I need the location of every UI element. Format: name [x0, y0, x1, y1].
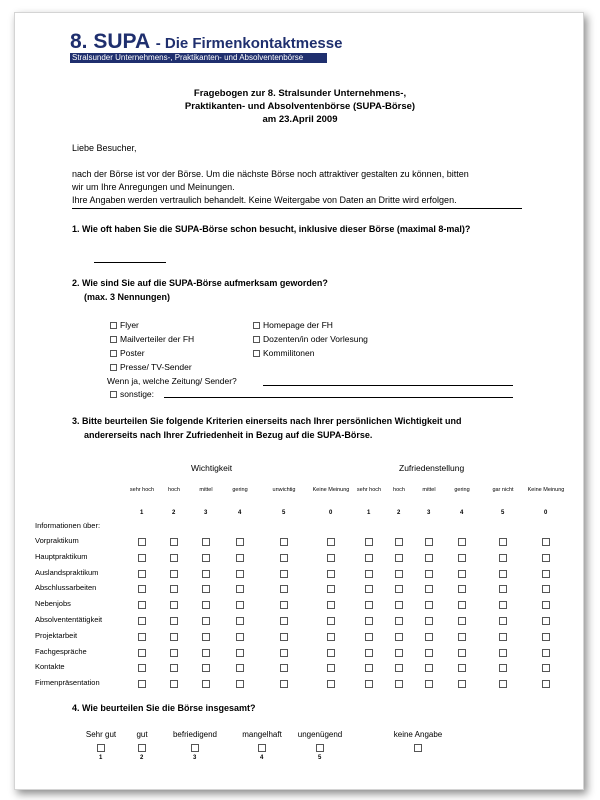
- rating-checkbox[interactable]: [170, 664, 178, 672]
- q2-option-label: Presse/ TV-Sender: [120, 362, 192, 372]
- rating-checkbox[interactable]: [542, 633, 550, 641]
- rating-checkbox[interactable]: [327, 680, 335, 688]
- rating-checkbox[interactable]: [425, 554, 433, 562]
- q2-followup-line[interactable]: [263, 385, 513, 386]
- rating-checkbox[interactable]: [542, 617, 550, 625]
- intro-divider: [72, 208, 522, 209]
- rating-checkbox[interactable]: [327, 664, 335, 672]
- criterion-label: Firmenpräsentation: [35, 678, 100, 688]
- rating-checkbox[interactable]: [542, 649, 550, 657]
- rating-checkbox[interactable]: [138, 570, 146, 578]
- rating-checkbox[interactable]: [365, 585, 373, 593]
- rating-checkbox[interactable]: [236, 664, 244, 672]
- importance-header: hoch: [168, 487, 180, 493]
- q2-option[interactable]: [253, 334, 368, 344]
- importance-header-number: 4: [238, 510, 242, 516]
- title-line-1: Fragebogen zur 8. Stralsunder Unternehmens-,: [193, 88, 407, 99]
- question-2: 2. Wie sind Sie auf die SUPA-Börse aufmerksam geworden?: [72, 278, 328, 288]
- importance-header: sehr hoch: [129, 487, 155, 493]
- rating-checkbox[interactable]: [499, 617, 507, 625]
- importance-header: unwichtig: [272, 487, 296, 493]
- satisfaction-header-number: 1: [367, 510, 371, 516]
- rating-checkbox[interactable]: [138, 664, 146, 672]
- rating-checkbox[interactable]: [280, 554, 288, 562]
- rating-checkbox[interactable]: [138, 538, 146, 546]
- rating-checkbox[interactable]: [425, 649, 433, 657]
- rating-checkbox[interactable]: [458, 664, 466, 672]
- q2-option[interactable]: [110, 320, 139, 330]
- satisfaction-header: hoch: [393, 487, 405, 493]
- rating-checkbox[interactable]: [395, 570, 403, 578]
- rating-checkbox[interactable]: [202, 617, 210, 625]
- rating-checkbox[interactable]: [280, 664, 288, 672]
- rating-checkbox[interactable]: [542, 664, 550, 672]
- importance-group-label: Wichtigkeit: [191, 463, 233, 473]
- rating-checkbox[interactable]: [458, 585, 466, 593]
- rating-checkbox[interactable]: [365, 554, 373, 562]
- rating-checkbox[interactable]: [280, 617, 288, 625]
- criterion-label: Vorpraktikum: [35, 536, 79, 545]
- rating-checkbox[interactable]: [365, 680, 373, 688]
- q2-option[interactable]: [253, 348, 315, 358]
- checkbox[interactable]: [110, 322, 117, 329]
- importance-header: gering: [232, 487, 248, 493]
- q2-option-label: Mailverteiler der FH: [120, 334, 195, 344]
- rating-checkbox[interactable]: [395, 664, 403, 672]
- rating-checkbox[interactable]: [170, 649, 178, 657]
- rating-checkbox[interactable]: [365, 601, 373, 609]
- importance-header-number: 2: [172, 510, 176, 516]
- title-line-2: Praktikanten- und Absolventenbörse (SUPA-Börse): [184, 101, 416, 112]
- rating-checkbox[interactable]: [327, 649, 335, 657]
- question-3-line-2: andererseits nach Ihrer Zufriedenheit in Bezug auf die SUPA-Börse.: [84, 430, 373, 440]
- overall-option-checkbox[interactable]: [191, 744, 199, 752]
- satisfaction-header: gar nicht: [492, 487, 514, 493]
- rating-checkbox[interactable]: [236, 680, 244, 688]
- importance-header-number: 5: [282, 510, 286, 516]
- overall-option-checkbox[interactable]: [97, 744, 105, 752]
- rating-checkbox[interactable]: [170, 680, 178, 688]
- checkbox[interactable]: [253, 350, 260, 357]
- rating-checkbox[interactable]: [202, 570, 210, 578]
- overall-option-number: 4: [260, 755, 264, 761]
- rating-checkbox[interactable]: [202, 585, 210, 593]
- rating-checkbox[interactable]: [327, 554, 335, 562]
- rating-checkbox[interactable]: [365, 617, 373, 625]
- rating-checkbox[interactable]: [280, 538, 288, 546]
- intro-line-2: wir um Ihre Anregungen und Meinungen.: [72, 182, 235, 192]
- rating-checkbox[interactable]: [425, 538, 433, 546]
- rating-checkbox[interactable]: [202, 664, 210, 672]
- rating-checkbox[interactable]: [202, 554, 210, 562]
- rating-checkbox[interactable]: [458, 570, 466, 578]
- checkbox[interactable]: [253, 322, 260, 329]
- rating-checkbox[interactable]: [280, 601, 288, 609]
- rating-checkbox[interactable]: [542, 554, 550, 562]
- rating-checkbox[interactable]: [170, 570, 178, 578]
- satisfaction-header-number: 3: [427, 510, 431, 516]
- satisfaction-header-number: 0: [544, 510, 548, 516]
- criterion-label: Nebenjobs: [35, 599, 71, 609]
- checkbox[interactable]: [110, 391, 117, 398]
- rating-checkbox[interactable]: [170, 617, 178, 625]
- logo-title: [70, 30, 342, 54]
- rating-checkbox[interactable]: [202, 601, 210, 609]
- rating-checkbox[interactable]: [236, 649, 244, 657]
- rating-checkbox[interactable]: [365, 664, 373, 672]
- rating-checkbox[interactable]: [458, 617, 466, 625]
- rating-checkbox[interactable]: [236, 633, 244, 641]
- rating-checkbox[interactable]: [542, 601, 550, 609]
- rating-checkbox[interactable]: [236, 538, 244, 546]
- rating-checkbox[interactable]: [327, 570, 335, 578]
- q2-option-label: Homepage der FH: [263, 320, 333, 330]
- rating-checkbox[interactable]: [395, 633, 403, 641]
- rating-checkbox[interactable]: [499, 633, 507, 641]
- rating-checkbox[interactable]: [280, 680, 288, 688]
- rating-checkbox[interactable]: [458, 601, 466, 609]
- rating-checkbox[interactable]: [327, 585, 335, 593]
- criterion-label: Fachgespräche: [35, 646, 87, 656]
- rating-checkbox[interactable]: [170, 633, 178, 641]
- rating-checkbox[interactable]: [542, 585, 550, 593]
- rating-checkbox[interactable]: [458, 538, 466, 546]
- q2-option-label: Dozenten/in oder Vorlesung: [263, 334, 368, 344]
- question-3-line-1: 3. Bitte beurteilen Sie folgende Kriterien einerseits nach Ihrer persönlichen Wichtigkeit und: [72, 416, 462, 426]
- logo-number: 8. SUPA: [70, 30, 151, 53]
- rating-checkbox[interactable]: [395, 617, 403, 625]
- satisfaction-header-number: 5: [501, 510, 505, 516]
- q2-option[interactable]: [110, 362, 192, 372]
- q2-option-label: Poster: [120, 348, 145, 358]
- overall-option-number: 2: [140, 755, 144, 761]
- checkbox[interactable]: [110, 364, 117, 371]
- greeting: Liebe Besucher,: [72, 143, 137, 153]
- q2-other-option[interactable]: [110, 389, 154, 399]
- rating-checkbox[interactable]: [425, 585, 433, 593]
- rating-checkbox[interactable]: [499, 570, 507, 578]
- rating-checkbox[interactable]: [138, 633, 146, 641]
- question-2-hint: (max. 3 Nennungen): [84, 292, 171, 302]
- rating-checkbox[interactable]: [425, 664, 433, 672]
- questionnaire-page: [14, 12, 584, 790]
- overall-option-number: 3: [193, 755, 197, 761]
- criterion-label: Hauptpraktikum: [35, 551, 88, 561]
- rating-checkbox[interactable]: [458, 649, 466, 657]
- overall-option-label: Sehr gut: [85, 730, 117, 739]
- satisfaction-group-label: Zufriedenstellung: [399, 463, 465, 473]
- rating-checkbox[interactable]: [327, 538, 335, 546]
- rating-checkbox[interactable]: [365, 538, 373, 546]
- rating-checkbox[interactable]: [458, 633, 466, 641]
- rating-checkbox[interactable]: [202, 680, 210, 688]
- importance-header-number: 1: [140, 510, 144, 516]
- rating-checkbox[interactable]: [202, 633, 210, 641]
- rating-checkbox[interactable]: [138, 680, 146, 688]
- rating-checkbox[interactable]: [170, 538, 178, 546]
- rating-checkbox[interactable]: [138, 554, 146, 562]
- rating-checkbox[interactable]: [236, 554, 244, 562]
- rating-checkbox[interactable]: [395, 538, 403, 546]
- question-1: 1. Wie oft haben Sie die SUPA-Börse schon besucht, inklusive dieser Börse (maximal 8-mal)?: [72, 224, 471, 234]
- rating-checkbox[interactable]: [138, 585, 146, 593]
- rating-checkbox[interactable]: [542, 680, 550, 688]
- overall-option-label: befriedigend: [172, 730, 218, 739]
- criterion-label: Auslandspraktikum: [35, 567, 99, 577]
- rating-checkbox[interactable]: [458, 680, 466, 688]
- rating-checkbox[interactable]: [236, 585, 244, 593]
- rating-checkbox[interactable]: [365, 633, 373, 641]
- rating-checkbox[interactable]: [395, 680, 403, 688]
- rating-checkbox[interactable]: [327, 633, 335, 641]
- rating-checkbox[interactable]: [499, 664, 507, 672]
- rating-checkbox[interactable]: [395, 554, 403, 562]
- q2-option-label: Flyer: [120, 320, 139, 330]
- overall-option-checkbox[interactable]: [258, 744, 266, 752]
- rating-checkbox[interactable]: [327, 617, 335, 625]
- rating-checkbox[interactable]: [170, 585, 178, 593]
- importance-header-number: 3: [204, 510, 208, 516]
- rating-checkbox[interactable]: [395, 585, 403, 593]
- rating-checkbox[interactable]: [458, 554, 466, 562]
- satisfaction-header-number: 4: [460, 510, 464, 516]
- checkbox[interactable]: [253, 336, 260, 343]
- rating-checkbox[interactable]: [365, 570, 373, 578]
- rating-checkbox[interactable]: [425, 633, 433, 641]
- overall-option-checkbox[interactable]: [316, 744, 324, 752]
- q2-option[interactable]: [110, 348, 145, 358]
- logo-bar: Stralsunder Unternehmens-, Praktikanten- und Absolventenbörse: [70, 53, 327, 63]
- rating-checkbox[interactable]: [236, 570, 244, 578]
- q2-other-label: sonstige:: [120, 389, 155, 399]
- overall-option-number: 5: [318, 755, 322, 761]
- rating-checkbox[interactable]: [499, 680, 507, 688]
- intro-line-1: nach der Börse ist vor der Börse. Um die nächste Börse noch attraktiver gestalten zu können, bitten: [72, 169, 469, 179]
- q2-option[interactable]: [253, 320, 333, 330]
- rating-checkbox[interactable]: [425, 617, 433, 625]
- criterion-label: Kontakte: [35, 662, 65, 672]
- rating-checkbox[interactable]: [170, 601, 178, 609]
- q2-option[interactable]: [110, 334, 194, 344]
- checkbox[interactable]: [110, 336, 117, 343]
- rating-checkbox[interactable]: [280, 585, 288, 593]
- rating-checkbox[interactable]: [280, 633, 288, 641]
- rating-checkbox[interactable]: [425, 680, 433, 688]
- overall-option-checkbox[interactable]: [414, 744, 422, 752]
- satisfaction-header: sehr hoch: [356, 487, 382, 493]
- rating-checkbox[interactable]: [499, 649, 507, 657]
- rating-checkbox[interactable]: [170, 554, 178, 562]
- overall-option-number: 1: [99, 755, 103, 761]
- satisfaction-header: gering: [454, 487, 470, 493]
- rating-checkbox[interactable]: [280, 570, 288, 578]
- rating-checkbox[interactable]: [327, 601, 335, 609]
- rating-checkbox[interactable]: [395, 649, 403, 657]
- question-4: 4. Wie beurteilen Sie die Börse insgesamt?: [72, 703, 256, 713]
- rating-checkbox[interactable]: [138, 601, 146, 609]
- rating-checkbox[interactable]: [499, 601, 507, 609]
- overall-option-label: gut: [136, 730, 148, 739]
- rating-checkbox[interactable]: [395, 601, 403, 609]
- rating-checkbox[interactable]: [236, 601, 244, 609]
- logo-subtitle: - Die Firmenkontaktmesse: [155, 35, 343, 52]
- importance-header: mittel: [199, 487, 213, 493]
- rows-title: Informationen über:: [35, 521, 101, 530]
- rating-checkbox[interactable]: [499, 538, 507, 546]
- checkbox[interactable]: [110, 350, 117, 357]
- q1-answer-line[interactable]: [94, 262, 166, 263]
- criterion-label: Abschlussarbeiten: [35, 583, 97, 593]
- overall-option-label: mangelhaft: [242, 730, 282, 739]
- rating-checkbox[interactable]: [138, 617, 146, 625]
- rating-checkbox[interactable]: [365, 649, 373, 657]
- rating-checkbox[interactable]: [425, 570, 433, 578]
- overall-option-checkbox[interactable]: [138, 744, 146, 752]
- importance-header: Keine Meinung: [312, 487, 350, 493]
- rating-checkbox[interactable]: [236, 617, 244, 625]
- title-line-3: am 23.April 2009: [262, 114, 338, 125]
- importance-header-number: 0: [329, 510, 333, 516]
- rating-checkbox[interactable]: [138, 649, 146, 657]
- q2-option-label: Kommilitonen: [263, 348, 315, 358]
- rating-checkbox[interactable]: [202, 649, 210, 657]
- rating-checkbox[interactable]: [499, 554, 507, 562]
- rating-checkbox[interactable]: [280, 649, 288, 657]
- satisfaction-header: Keine Meinung: [527, 487, 565, 493]
- overall-option-label: ungenügend: [297, 730, 343, 739]
- rating-checkbox[interactable]: [542, 538, 550, 546]
- overall-option-label: keine Angabe: [393, 730, 443, 739]
- q2-other-line[interactable]: [164, 397, 513, 398]
- intro-line-3: Ihre Angaben werden vertraulich behandelt. Keine Weitergabe von Daten an Dritte wird erfolgen.: [72, 195, 457, 205]
- criterion-label: Absolvententätigkeit: [35, 615, 103, 624]
- rating-checkbox[interactable]: [425, 601, 433, 609]
- rating-checkbox[interactable]: [499, 585, 507, 593]
- criterion-label: Projektarbeit: [35, 630, 78, 640]
- satisfaction-header: mittel: [422, 487, 436, 493]
- q2-followup-label: Wenn ja, welche Zeitung/ Sender?: [107, 376, 237, 386]
- satisfaction-header-number: 2: [397, 510, 401, 516]
- rating-checkbox[interactable]: [542, 570, 550, 578]
- rating-checkbox[interactable]: [202, 538, 210, 546]
